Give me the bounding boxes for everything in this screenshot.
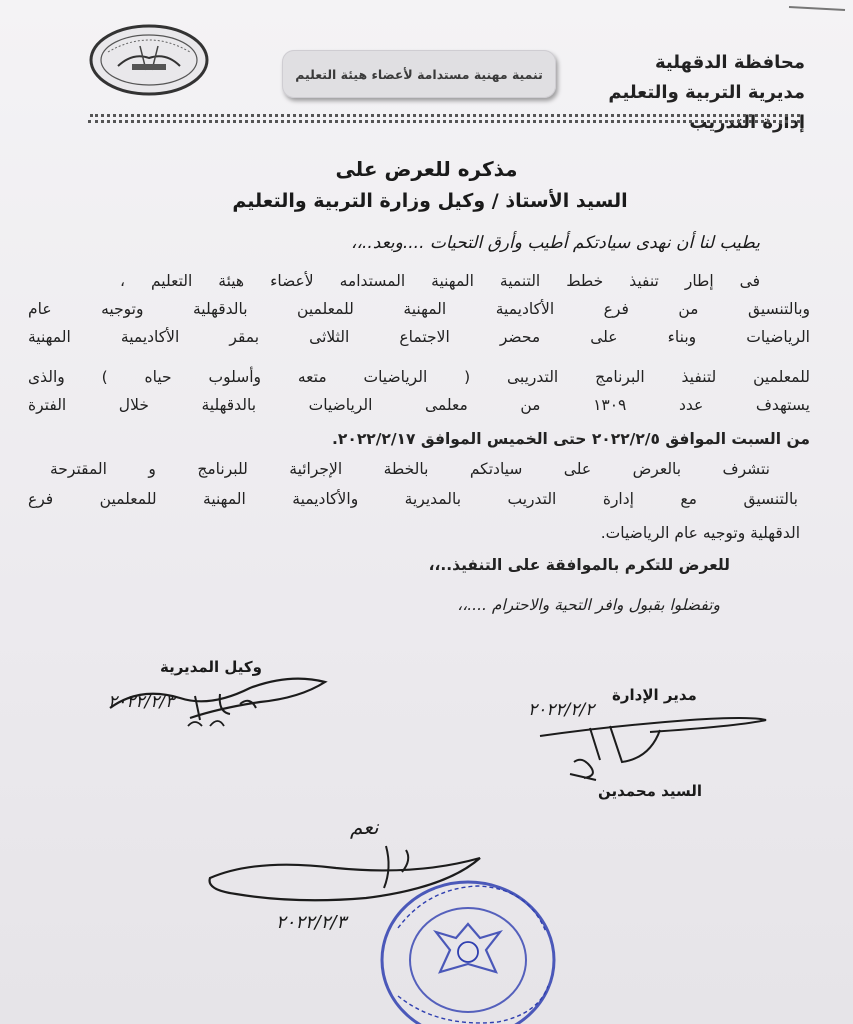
program-banner <box>282 50 556 98</box>
approval-request: للعرض للتكرم بالموافقة على التنفيذ..،، <box>428 556 730 574</box>
memo-title: مذكره للعرض على <box>335 157 518 181</box>
body-line: للمعلمين لتنفيذ البرنامج التدريبى ( الرياضيات متعه وأسلوب حياه ) والذى <box>28 368 810 386</box>
manager-date: ٢٠٢٢/٢/٢ <box>528 700 595 720</box>
body-line-dates: من السبت الموافق ٢٠٢٢/٢/٥ حتى الخميس الموافق ٢٠٢٢/٢/١٧. <box>332 430 810 448</box>
body-line: بالتنسيق مع إدارة التدريب بالمديرية والأكاديمية المهنية للمعلمين فرع <box>28 490 798 508</box>
body-line: يستهدف عدد ١٣٠٩ من معلمى الرياضيات بالدقهلية خلال الفترة <box>28 396 810 414</box>
approval-date: ٢٠٢٢/٢/٣ <box>276 912 347 933</box>
body-line: الدقهلية وتوجيه عام الرياضيات. <box>600 524 800 542</box>
body-line: فى إطار تنفيذ خطط التنمية المهنية المستدامه لأعضاء هيئة التعليم ، <box>120 272 760 290</box>
closing-line: وتفضلوا بقبول وافر التحية والاحترام ....،، <box>457 596 720 614</box>
deputy-title: وكيل المديرية <box>160 658 262 676</box>
memo-greeting: يطيب لنا أن نهدى سيادتكم أطيب وأرق التحيات ....وبعد..،، <box>351 233 760 253</box>
body-line: الرياضيات وبناء على محضر الاجتماع الثلاثى بمقر الأكاديمية المهنية <box>28 328 810 346</box>
header-divider-top <box>90 114 800 117</box>
memo-addressee: السيد الأستاذ / وكيل وزارة التربية والتعليم <box>232 190 628 212</box>
official-stamp-icon <box>368 868 558 1024</box>
deputy-date: ٢٠٢٢/٢/٣ <box>108 692 175 712</box>
header-divider-bottom <box>88 120 800 123</box>
manager-name: السيد محمدين <box>598 782 702 800</box>
body-line: نتشرف بالعرض على سيادتكم بالخطة الإجرائية للبرنامج و المقترحة <box>50 460 770 478</box>
governorate-name: محافظة الدقهلية <box>655 52 805 73</box>
program-banner-text: تنمية مهنية مستدامة لأعضاء هيئة التعليم <box>295 66 543 82</box>
letterhead <box>545 48 805 138</box>
body-line: وبالتنسيق من فرع الأكاديمية المهنية للمعلمين بالدقهلية وتوجيه عام <box>28 300 810 318</box>
approval-note: نعم <box>350 815 379 839</box>
ministry-logo-icon <box>88 22 210 98</box>
department-name: إدارة التدريب <box>689 112 805 133</box>
manager-title: مدير الإدارة <box>612 686 697 704</box>
directorate-name: مديرية التربية والتعليم <box>608 82 805 103</box>
staple-mark <box>787 4 847 12</box>
